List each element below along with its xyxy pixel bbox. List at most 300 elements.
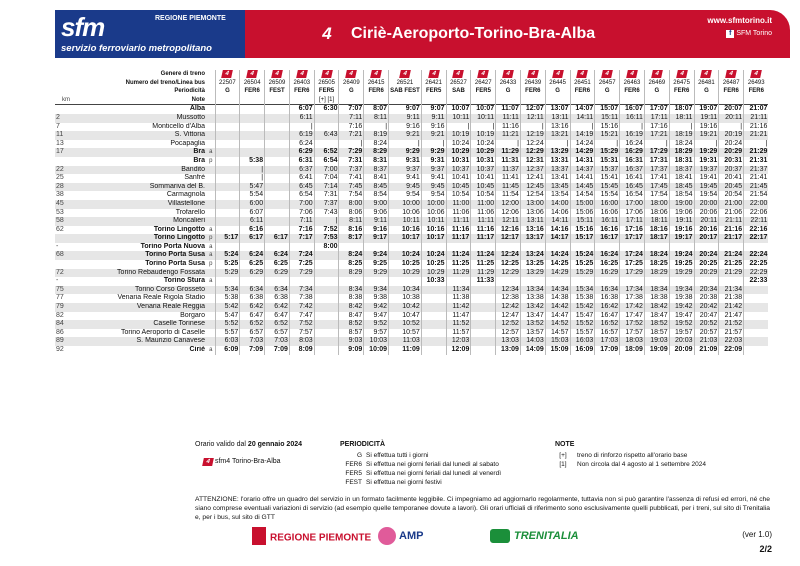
time-cell: 17:06	[620, 209, 645, 218]
time-cell: 15:17	[570, 234, 595, 243]
arrival-departure-flag	[207, 269, 215, 278]
time-cell	[471, 312, 496, 321]
time-cell: 19:45	[694, 183, 719, 192]
time-cell: 14:57	[545, 329, 570, 338]
time-cell: 10:31	[446, 157, 471, 166]
time-cell: 15:47	[570, 312, 595, 321]
time-cell	[240, 131, 265, 140]
time-cell: |	[240, 174, 265, 183]
time-cell	[265, 105, 290, 114]
time-cell: |	[620, 123, 645, 132]
regione-crest-icon	[252, 527, 266, 545]
train-number: 26527	[446, 79, 471, 88]
time-cell: 21:00	[719, 200, 744, 209]
time-cell: 17:07	[644, 105, 669, 114]
time-cell: 13:54	[545, 191, 570, 200]
time-cell: 22:03	[719, 337, 744, 346]
time-cell: 8:24	[339, 251, 364, 260]
time-cell: 16:25	[595, 260, 620, 269]
time-cell: 21:06	[719, 209, 744, 218]
time-cell: 6:19	[289, 131, 314, 140]
time-cell: 20:41	[719, 174, 744, 183]
note-code: [1]	[559, 461, 567, 468]
time-cell	[215, 140, 240, 149]
time-cell: 11:34	[446, 286, 471, 295]
time-cell: |	[471, 123, 496, 132]
time-cell: 6:54	[289, 191, 314, 200]
time-cell: 8:57	[339, 329, 364, 338]
train-icon: 4	[502, 70, 514, 78]
legend-train-label: sfm4 Torino-Bra-Alba	[214, 458, 281, 465]
km-cell: 79	[55, 303, 77, 312]
station-name: Torino Aeroporto di Caselle	[120, 328, 205, 336]
time-cell: 16:16	[595, 226, 620, 235]
time-cell: 13:31	[545, 157, 570, 166]
train-icon: 4	[527, 70, 539, 78]
flag-cell	[207, 87, 215, 96]
time-cell: 21:11	[744, 114, 769, 123]
trenitalia-mark-icon	[490, 529, 510, 543]
time-cell: 17:16	[644, 123, 669, 132]
train-periodicity: FER6	[240, 87, 265, 96]
time-cell: 9:16	[364, 226, 389, 235]
time-cell: 15:34	[570, 286, 595, 295]
time-cell: 10:06	[389, 209, 422, 218]
timetable-row	[55, 148, 768, 157]
time-cell	[265, 200, 290, 209]
train-icon: 4	[750, 70, 762, 78]
time-cell: 19:16	[694, 123, 719, 132]
periodicity-code: FEST	[345, 479, 362, 486]
time-cell: 7:38	[289, 294, 314, 303]
time-cell: 10:47	[389, 312, 422, 321]
time-cell: 20:54	[719, 191, 744, 200]
time-cell	[421, 243, 446, 252]
time-cell: 7:21	[339, 131, 364, 140]
time-cell: 9:09	[339, 346, 364, 355]
time-cell	[215, 226, 240, 235]
time-cell: 6:37	[289, 166, 314, 175]
time-cell: 21:57	[719, 329, 744, 338]
time-cell: 20:06	[694, 209, 719, 218]
time-cell: 13:06	[520, 209, 545, 218]
note-text: treno di rinforzo rispetto all'orario base	[577, 452, 688, 459]
time-cell: 18:24	[644, 251, 669, 260]
time-cell: 10:24	[389, 251, 422, 260]
train-icon: 4	[428, 70, 440, 78]
time-cell: 7:00	[314, 166, 339, 175]
km-cell: 58	[55, 217, 77, 226]
time-cell: 7:45	[339, 183, 364, 192]
time-cell: 15:09	[545, 346, 570, 355]
time-cell: 6:24	[265, 251, 290, 260]
time-cell: 18:16	[644, 226, 669, 235]
timetable-row	[55, 226, 768, 235]
time-cell: 14:42	[545, 303, 570, 312]
time-cell: 21:24	[719, 251, 744, 260]
time-cell: 11:06	[446, 209, 471, 218]
time-cell	[265, 131, 290, 140]
train-icon: 4	[676, 70, 688, 78]
time-cell: 9:41	[421, 174, 446, 183]
time-cell: 19:34	[669, 286, 694, 295]
time-cell	[421, 312, 446, 321]
time-cell: |	[520, 123, 545, 132]
time-cell: 11:38	[446, 294, 471, 303]
train-note	[364, 96, 389, 105]
time-cell	[644, 277, 669, 286]
time-cell: 18:06	[644, 209, 669, 218]
time-cell: 11:16	[446, 226, 471, 235]
time-cell: 6:07	[289, 105, 314, 114]
time-cell	[545, 277, 570, 286]
time-cell: 7:16	[339, 123, 364, 132]
station-name: Bandito	[77, 166, 207, 175]
time-cell: 9:52	[364, 320, 389, 329]
station-name: Mussotto	[77, 114, 207, 123]
time-cell: |	[496, 140, 521, 149]
train-number: 26469	[644, 79, 669, 88]
time-cell: |	[364, 123, 389, 132]
time-cell: |	[595, 140, 620, 149]
time-cell: 10:37	[471, 166, 496, 175]
time-cell: 16:24	[595, 251, 620, 260]
time-cell: 17:42	[620, 303, 645, 312]
time-cell: 15:11	[595, 114, 620, 123]
note-text: Non circola dal 4 agosto al 1 settembre 2024	[577, 461, 706, 468]
time-cell	[520, 277, 545, 286]
time-cell: 15:29	[570, 269, 595, 278]
km-cell: -	[56, 242, 59, 250]
time-cell: 17:29	[644, 148, 669, 157]
time-cell	[471, 303, 496, 312]
km-cell: 11	[55, 131, 77, 140]
time-cell	[265, 226, 290, 235]
time-cell	[314, 329, 339, 338]
time-cell: 19:47	[669, 312, 694, 321]
train-number: 26433	[496, 79, 521, 88]
time-cell: 6:54	[314, 157, 339, 166]
time-cell: 8:41	[364, 174, 389, 183]
time-cell: 11:03	[389, 337, 422, 346]
km-cell: 17	[55, 148, 77, 157]
time-cell: 20:38	[694, 294, 719, 303]
km-cell: 89	[55, 337, 77, 346]
time-cell: 19:29	[694, 148, 719, 157]
time-cell: 19:16	[669, 226, 694, 235]
train-note: [+] [1]	[314, 96, 339, 105]
time-cell: 8:06	[339, 209, 364, 218]
time-cell: 10:03	[364, 337, 389, 346]
time-cell: 17:31	[644, 157, 669, 166]
time-cell: 5:38	[215, 294, 240, 303]
time-cell: 10:19	[471, 131, 496, 140]
time-cell: 16:31	[620, 157, 645, 166]
time-cell: 10:31	[471, 157, 496, 166]
train-number: 26457	[595, 79, 620, 88]
time-cell: 20:31	[719, 157, 744, 166]
station-name: Borgaro	[180, 311, 205, 319]
time-cell	[471, 320, 496, 329]
validity-date: 20 gennaio 2024	[247, 441, 303, 448]
train-type-cell	[364, 70, 389, 79]
time-cell: |	[289, 123, 314, 132]
amp-mark-icon	[378, 527, 396, 545]
flag-cell	[207, 79, 215, 88]
time-cell	[265, 183, 290, 192]
time-cell: 7:31	[339, 157, 364, 166]
time-cell: 6:25	[265, 260, 290, 269]
timetable-row	[55, 294, 768, 303]
time-cell: 10:09	[364, 346, 389, 355]
time-cell: 13:29	[520, 269, 545, 278]
time-cell: 8:07	[364, 105, 389, 114]
time-cell: 8:17	[339, 234, 364, 243]
time-cell: 9:37	[421, 166, 446, 175]
km-cell: 45	[55, 200, 77, 209]
time-cell: 14:31	[570, 157, 595, 166]
time-cell: 13:57	[520, 329, 545, 338]
time-cell: 11:31	[496, 157, 521, 166]
time-cell: 20:11	[694, 217, 719, 226]
time-cell: 12:31	[520, 157, 545, 166]
time-cell: 14:19	[570, 131, 595, 140]
time-cell	[240, 140, 265, 149]
time-cell: 10:41	[446, 174, 471, 183]
time-cell: 11:11	[471, 217, 496, 226]
time-cell: 22:17	[744, 234, 769, 243]
time-cell	[421, 294, 446, 303]
time-cell: 18:41	[669, 174, 694, 183]
time-cell: 8:38	[339, 294, 364, 303]
time-cell	[314, 312, 339, 321]
time-cell: 15:24	[570, 251, 595, 260]
time-cell: 12:25	[496, 260, 521, 269]
time-cell: 13:00	[520, 200, 545, 209]
time-cell: 10:16	[389, 226, 422, 235]
time-cell	[595, 243, 620, 252]
time-cell: |	[240, 166, 265, 175]
time-cell: 10:37	[446, 166, 471, 175]
time-cell	[314, 286, 339, 295]
time-cell	[215, 191, 240, 200]
timetable-row	[55, 320, 768, 329]
time-cell: 11:07	[496, 105, 521, 114]
train-type-cell	[215, 70, 240, 79]
row-label: Note	[191, 96, 205, 103]
train-type-cell	[620, 70, 645, 79]
arrival-departure-flag: p	[209, 261, 213, 268]
time-cell: 7:09	[240, 346, 265, 355]
time-cell: 20:34	[694, 286, 719, 295]
time-cell: 11:00	[471, 200, 496, 209]
time-cell: 15:41	[595, 174, 620, 183]
time-cell: 8:29	[364, 148, 389, 157]
time-cell: 6:30	[314, 105, 339, 114]
time-cell: 16:19	[620, 131, 645, 140]
time-cell: 9:25	[364, 260, 389, 269]
train-type-cell	[265, 70, 290, 79]
time-cell	[744, 243, 769, 252]
train-number-row	[55, 79, 768, 88]
time-cell: 19:41	[694, 174, 719, 183]
time-cell	[339, 277, 364, 286]
train-periodicity: G	[694, 87, 719, 96]
time-cell	[240, 243, 265, 252]
time-cell	[265, 243, 290, 252]
time-cell: 6:52	[314, 148, 339, 157]
time-cell: 6:24	[240, 251, 265, 260]
time-cell: 11:45	[496, 183, 521, 192]
time-cell: |	[669, 123, 694, 132]
time-cell	[364, 243, 389, 252]
logo-sfm-text: sfm	[61, 12, 105, 42]
train-type-cell	[545, 70, 570, 79]
train-periodicity: G	[644, 87, 669, 96]
time-cell: 17:34	[620, 286, 645, 295]
time-cell: 10:16	[421, 226, 446, 235]
time-cell: 20:07	[719, 105, 744, 114]
time-cell	[669, 277, 694, 286]
time-cell: 5:47	[240, 183, 265, 192]
time-cell: 13:47	[520, 312, 545, 321]
timetable-row	[55, 286, 768, 295]
time-cell: 6:11	[289, 114, 314, 123]
time-cell: 6:52	[265, 320, 290, 329]
arrival-departure-flag	[207, 166, 215, 175]
time-cell: 13:16	[545, 123, 570, 132]
station-name: Torino Porta Susa	[145, 260, 205, 268]
timetable-row	[55, 346, 768, 355]
train-note	[694, 96, 719, 105]
time-cell	[719, 243, 744, 252]
time-cell: 18:42	[644, 303, 669, 312]
train-number: 26427	[471, 79, 496, 88]
time-cell	[314, 277, 339, 286]
time-cell: 11:54	[496, 191, 521, 200]
time-cell: 9:31	[421, 157, 446, 166]
amp-logo-text: AMP	[399, 529, 424, 542]
regione-logo-text: REGIONE PIEMONTE	[270, 532, 372, 544]
time-cell: 8:11	[364, 114, 389, 123]
time-cell	[314, 294, 339, 303]
time-cell	[314, 251, 339, 260]
time-cell: 9:07	[389, 105, 422, 114]
time-cell: 9:24	[364, 251, 389, 260]
periodicity-text: Si effettua tutti i giorni	[366, 452, 429, 459]
page-title: Ciriè-Aeroporto-Torino-Bra-Alba	[351, 25, 596, 42]
time-cell: 18:29	[644, 269, 669, 278]
station-name: Venaria Reale Rigola Stadio	[117, 294, 205, 302]
time-cell: 18:07	[669, 105, 694, 114]
timetable-row	[55, 191, 768, 200]
time-cell: 11:25	[446, 260, 471, 269]
time-cell: 18:47	[644, 312, 669, 321]
legend-train-type	[203, 458, 281, 466]
arrival-departure-flag: p	[209, 157, 213, 164]
time-cell: 8:29	[339, 269, 364, 278]
time-cell: 6:11	[240, 217, 265, 226]
train-number: 26505	[314, 79, 339, 88]
time-cell	[240, 114, 265, 123]
timetable-row	[55, 209, 768, 218]
time-cell: 14:25	[545, 260, 570, 269]
time-cell: 11:42	[446, 303, 471, 312]
station-name: S. Vittoria	[77, 131, 207, 140]
time-cell: 16:11	[595, 217, 620, 226]
km-cell: 22	[55, 166, 77, 175]
time-cell	[421, 320, 446, 329]
train-periodicity: SAB FEST	[390, 88, 420, 95]
time-cell: |	[421, 140, 446, 149]
time-cell: 22:16	[744, 226, 769, 235]
time-cell: 7:11	[289, 217, 314, 226]
train-number: 26493	[744, 79, 769, 88]
time-cell: 10:52	[389, 320, 422, 329]
train-icon: 4	[601, 70, 613, 78]
time-cell: 10:29	[421, 269, 446, 278]
website-link[interactable]: www.sfmtorino.it	[707, 16, 772, 25]
time-cell: 6:17	[265, 234, 290, 243]
time-cell: 12:54	[520, 191, 545, 200]
page-number: 2/2	[759, 544, 772, 554]
header-banner	[55, 10, 790, 58]
notes-row	[55, 96, 768, 105]
time-cell: 7:53	[314, 234, 339, 243]
facebook-link[interactable]	[726, 30, 772, 38]
time-cell: 14:24	[545, 251, 570, 260]
time-cell	[215, 148, 240, 157]
timetable-row	[55, 217, 768, 226]
time-cell: 18:03	[620, 337, 645, 346]
time-cell: 13:29	[545, 148, 570, 157]
time-cell: 21:41	[744, 174, 769, 183]
time-cell: 8:19	[364, 131, 389, 140]
train-icon: 4	[346, 70, 358, 78]
time-cell: 16:47	[595, 312, 620, 321]
time-cell	[744, 312, 769, 321]
train-periodicity: FER5	[471, 87, 496, 96]
train-note	[215, 96, 240, 105]
time-cell: 8:47	[339, 312, 364, 321]
train-number: 26451	[570, 79, 595, 88]
time-cell: 7:52	[314, 226, 339, 235]
regione-piemonte-logo	[252, 529, 371, 547]
time-cell	[265, 166, 290, 175]
time-cell: 14:24	[570, 140, 595, 149]
trenitalia-logo-text: TRENITALIA	[514, 529, 579, 542]
time-cell	[545, 243, 570, 252]
time-cell: 11:17	[471, 234, 496, 243]
periodicity-code: FER5	[345, 470, 362, 477]
train-number: 22507	[215, 79, 240, 88]
time-cell: 16:03	[570, 337, 595, 346]
time-cell: 5:52	[215, 320, 240, 329]
train-note	[570, 96, 595, 105]
km-cell: 13	[56, 139, 64, 147]
time-cell: 15:06	[570, 209, 595, 218]
time-cell: 8:31	[364, 157, 389, 166]
time-cell: 21:09	[694, 346, 719, 355]
time-cell: 18:34	[644, 286, 669, 295]
time-cell: 21:11	[719, 217, 744, 226]
time-cell	[265, 174, 290, 183]
time-cell: 19:21	[694, 131, 719, 140]
time-cell: 8:54	[364, 191, 389, 200]
time-cell	[215, 200, 240, 209]
time-cell	[215, 114, 240, 123]
time-cell: |	[570, 123, 595, 132]
